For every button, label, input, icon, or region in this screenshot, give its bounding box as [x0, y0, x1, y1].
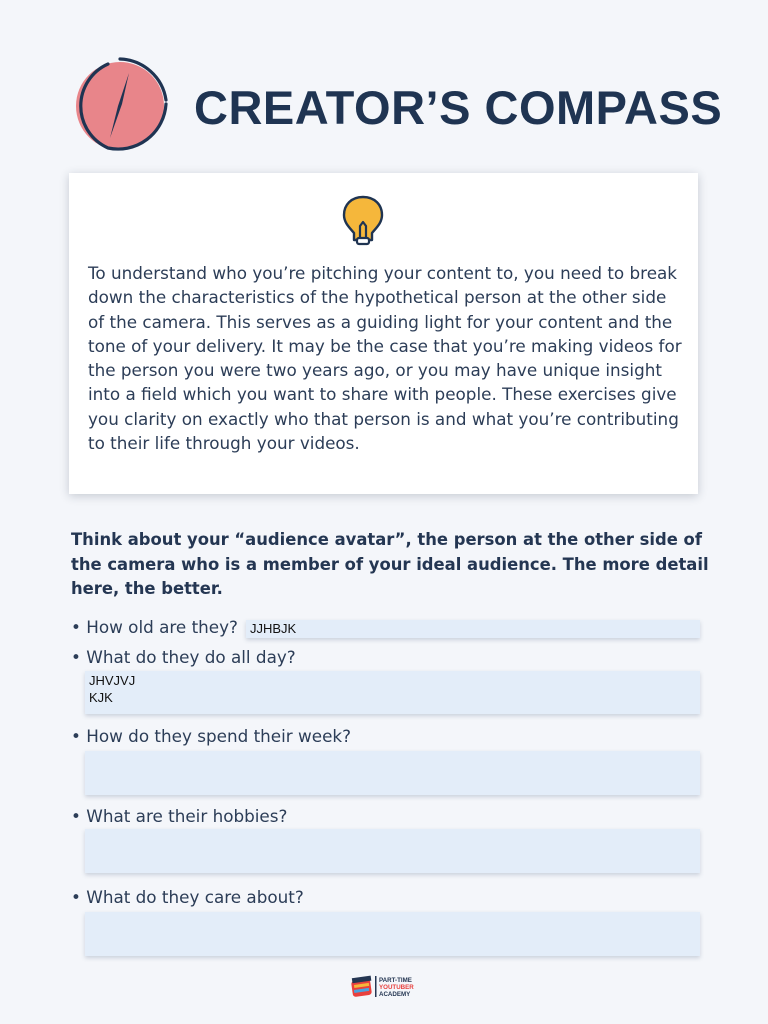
intro-card — [69, 173, 698, 494]
lightbulb-icon — [341, 193, 385, 247]
question-age-label: • How old are they? — [71, 617, 238, 637]
weekly-routine-field[interactable] — [85, 751, 700, 795]
audience-prompt: Think about your “audience avatar”, the person at the other side of the camera who is a member of your ideal audience. The more detail here, the better. — [71, 530, 709, 598]
header — [62, 56, 723, 158]
question-daily-label: • What do they do all day? — [71, 647, 296, 667]
page-title: CREATOR’S COMPASS — [194, 80, 723, 134]
compass-icon — [62, 56, 174, 158]
question-hobbies-label: • What are their hobbies? — [71, 806, 288, 826]
academy-logo — [351, 974, 421, 1000]
question-week-label: • How do they spend their week? — [71, 726, 352, 746]
daily-activity-field-value: JHVJVJ KJK — [89, 673, 136, 705]
footer-line-1: PART-TIME — [379, 977, 412, 984]
cares-about-field[interactable] — [85, 912, 700, 956]
daily-activity-field[interactable] — [85, 671, 700, 714]
hobbies-field[interactable] — [85, 829, 700, 873]
footer-line-3: ACADEMY — [379, 991, 411, 998]
age-field[interactable] — [246, 620, 700, 638]
age-field-value: JJHBJK — [250, 621, 297, 636]
intro-text: To understand who you’re pitching your content to, you need to break down the characteristics of the hypothetical person at the other side of the camera. This serves as a guiding light for your content and the tone of your delivery. It may be the case that you’re making videos for the person you were two years ago, or you may have unique insight into a field which you want to share with people. These exercises give you clarity on exactly who that person is and what you’re contributing to their life through your videos. — [88, 263, 682, 454]
question-cares-label: • What do they care about? — [71, 887, 304, 907]
footer-line-2: YOUTUBER — [379, 984, 414, 991]
